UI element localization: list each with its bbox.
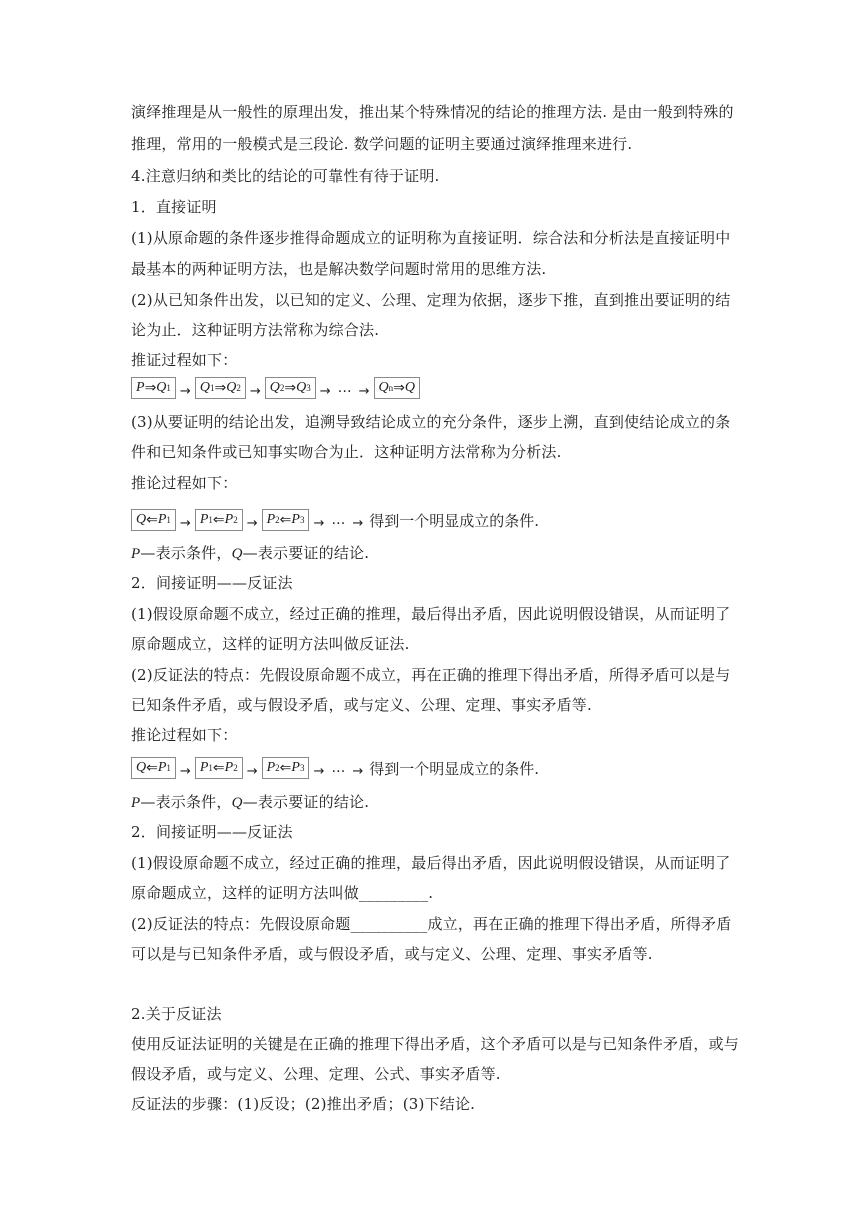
flow-conclusion: 得到一个明显成立的条件. — [369, 511, 540, 530]
flow-box: P ⇒ Q 1 — [131, 377, 176, 399]
section-heading: 2.关于反证法 — [131, 1005, 222, 1023]
paragraph-line: 推论过程如下： — [131, 474, 238, 492]
right-arrow-icon: → — [249, 383, 261, 399]
flow-box: P 1 ⇐ P 2 — [195, 757, 243, 779]
paragraph-line: 论为止．这种证明方法常称为综合法. — [131, 321, 380, 339]
section-heading: 1．直接证明 — [131, 198, 217, 216]
flow-conclusion: 得到一个明显成立的条件. — [369, 759, 540, 778]
synthesis-flow-diagram — [131, 376, 420, 400]
paragraph-line: 使用反证法证明的关键是在正确的推理下得出矛盾，这个矛盾可以是与已知条件矛盾，或与 — [131, 1035, 740, 1053]
right-arrow-icon: → — [358, 383, 370, 399]
paragraph-line: (1)假设原命题不成立，经过正确的推理，最后得出矛盾，因此说明假设错误，从而证明了 — [131, 854, 731, 872]
ellipsis: … — [337, 380, 352, 396]
right-arrow-icon: → — [179, 763, 191, 779]
paragraph-line: 已知条件矛盾，或与假设矛盾，或与定义、公理、定理、事实矛盾等. — [131, 696, 592, 714]
paragraph-line: (1)假设原命题不成立，经过正确的推理，最后得出矛盾，因此说明假设错误，从而证明了 — [131, 605, 731, 623]
right-arrow-icon: → — [352, 763, 364, 779]
right-arrow-icon: → — [179, 515, 191, 531]
right-arrow-icon: → — [179, 383, 191, 399]
flow-box: P 2 ⇐ P 3 — [262, 757, 310, 779]
paragraph-line: 推论过程如下： — [131, 726, 238, 744]
paragraph-line: 原命题成立，这样的证明方法叫做反证法. — [131, 635, 410, 653]
analysis-flow-diagram — [131, 508, 539, 532]
paragraph-line: 4.注意归纳和类比的结论的可靠性有待于证明. — [131, 167, 440, 185]
flow-box: P 2 ⇐ P 3 — [262, 509, 310, 531]
flow-box: Q 2 ⇒ Q 3 — [265, 377, 316, 399]
section-heading: 2．间接证明——反证法 — [131, 823, 293, 841]
analysis-flow-diagram — [131, 756, 539, 780]
paragraph-line: (1)从原命题的条件逐步推得命题成立的证明称为直接证明．综合法和分析法是直接证明中 — [131, 229, 731, 247]
flow-box: P 1 ⇐ P 2 — [195, 509, 243, 531]
paragraph-line: (2)从已知条件出发，以已知的定义、公理、定理为依据，逐步下推，直到推出要证明的结 — [131, 291, 731, 309]
paragraph-line: (2)反证法的特点：先假设原命题__________成立，再在正确的推理下得出矛盾，所得矛盾 — [131, 915, 732, 933]
right-arrow-icon: → — [246, 763, 258, 779]
section-heading: 2．间接证明——反证法 — [131, 574, 293, 592]
right-arrow-icon: → — [246, 515, 258, 531]
right-arrow-icon: → — [313, 763, 325, 779]
paragraph-line: 推证过程如下： — [131, 351, 238, 369]
flow-box: Q n ⇒ Q — [374, 377, 420, 399]
right-arrow-icon: → — [313, 515, 325, 531]
right-arrow-icon: → — [319, 383, 331, 399]
flow-box: Q ⇐ P 1 — [131, 757, 176, 779]
paragraph-line: 假设矛盾，或与定义、公理、定理、公式、事实矛盾等. — [131, 1065, 501, 1083]
paragraph-line: (2)反证法的特点：先假设原命题不成立，再在正确的推理下得出矛盾，所得矛盾可以是与 — [131, 666, 731, 684]
paragraph-line: 原命题成立，这样的证明方法叫做_________. — [131, 884, 434, 902]
paragraph-line: 件和已知条件或已知事实吻合为止．这种证明方法常称为分析法. — [131, 443, 562, 461]
legend-line: P—表示条件，Q—表示要证的结论. — [131, 544, 370, 562]
ellipsis: … — [331, 512, 346, 528]
ellipsis: … — [331, 760, 346, 776]
flow-box: Q 1 ⇒ Q 2 — [195, 377, 246, 399]
paragraph-line: 最基本的两种证明方法，也是解决数学问题时常用的思维方法. — [131, 260, 547, 278]
right-arrow-icon: → — [352, 515, 364, 531]
paragraph-line: 演绎推理是从一般性的原理出发，推出某个特殊情况的结论的推理方法. 是由一般到特殊的 — [131, 103, 734, 121]
flow-box: Q ⇐ P 1 — [131, 509, 176, 531]
paragraph-line: 推理，常用的一般模式是三段论. 数学问题的证明主要通过演绎推理来进行. — [131, 135, 633, 153]
paragraph-line: 可以是与已知条件矛盾，或与假设矛盾，或与定义、公理、定理、事实矛盾等. — [131, 945, 653, 963]
legend-line: P—表示条件，Q—表示要证的结论. — [131, 793, 370, 811]
paragraph-line: (3)从要证明的结论出发，追溯导致结论成立的充分条件，逐步上溯，直到使结论成立的条 — [131, 413, 731, 431]
paragraph-line: 反证法的步骤：(1)反设；(2)推出矛盾；(3)下结论. — [131, 1095, 476, 1113]
